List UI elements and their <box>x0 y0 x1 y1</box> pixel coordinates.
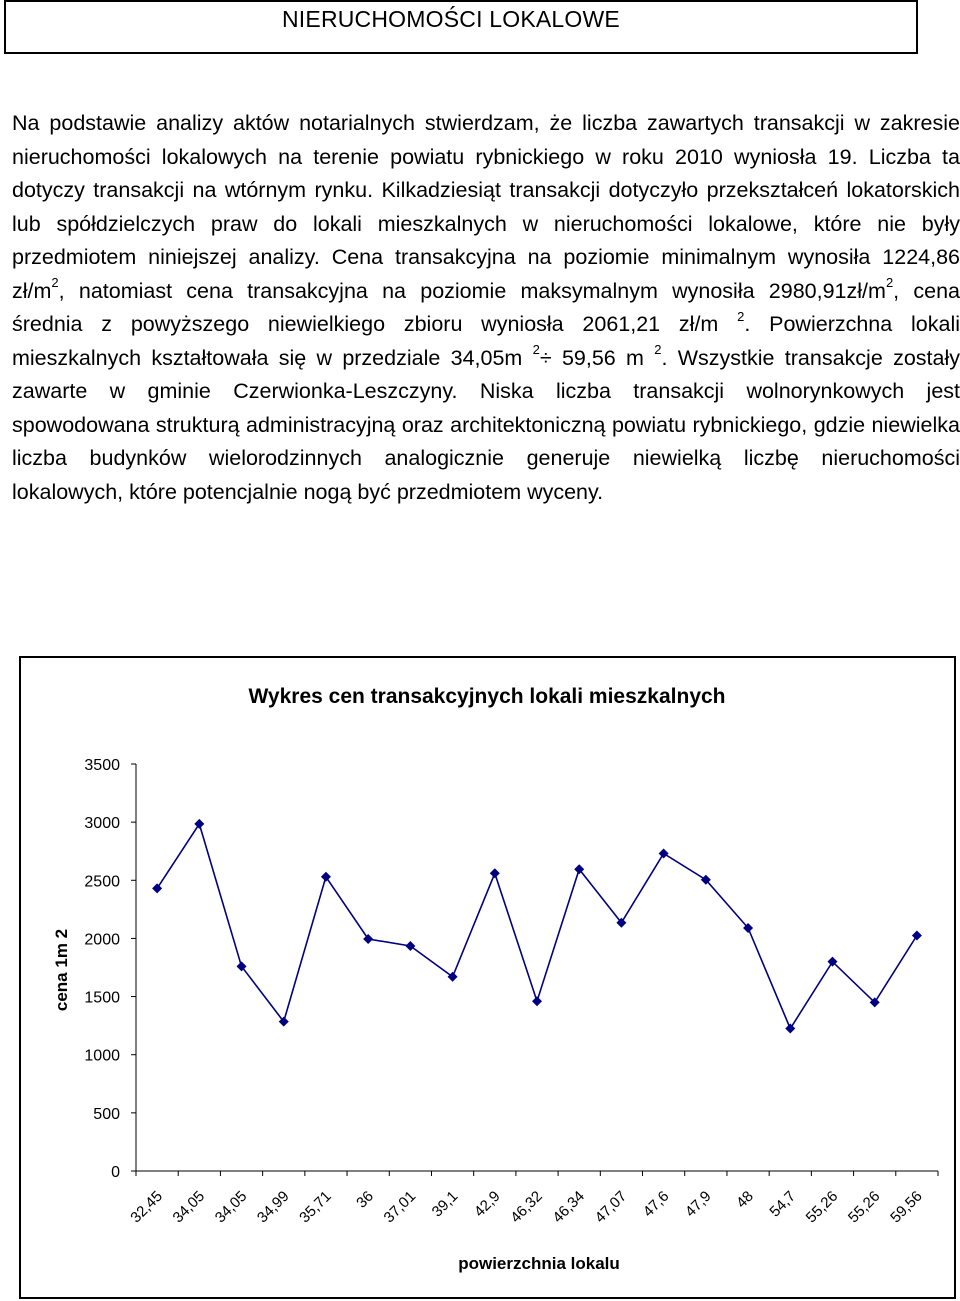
y-tick-label: 3000 <box>84 815 120 833</box>
x-tick-label: 59,56 <box>887 1187 926 1227</box>
page-title: NIERUCHOMOŚCI LOKALOWE <box>282 6 620 32</box>
x-tick-label: 34,99 <box>253 1187 293 1227</box>
x-tick-label: 47,9 <box>682 1187 715 1221</box>
chart-frame <box>19 656 956 1299</box>
y-ticks <box>84 757 136 1181</box>
data-point-marker <box>152 883 162 893</box>
paragraph-text-4: . Powierzchna lokali mieszkalnych kształtowała się w przedziale 34,05m <box>12 312 960 370</box>
paragraph-text-3: , cena średnia z powyższego niewielkiego zbioru wyniosła 2061,21 zł/m <box>12 278 960 336</box>
x-tick-label: 47,07 <box>591 1187 631 1227</box>
x-tick-label: 36 <box>353 1187 377 1212</box>
price-chart <box>21 658 958 1301</box>
data-point-marker <box>363 934 373 944</box>
x-tick-label: 39,1 <box>428 1187 462 1221</box>
y-tick-label: 1500 <box>84 989 120 1007</box>
x-tick-label: 42,9 <box>470 1187 504 1221</box>
y-tick-label: 2500 <box>84 873 120 891</box>
analysis-paragraph <box>12 107 960 509</box>
data-point-marker <box>194 819 204 829</box>
paragraph-text-2: , natomiast cena transakcyjna na poziomie maksymalnym wynosiła 2980,91zł/m <box>58 278 886 303</box>
x-tick-label: 54,7 <box>766 1187 800 1221</box>
y-tick-label: 0 <box>111 1164 120 1181</box>
x-tick-label: 55,26 <box>844 1187 884 1227</box>
data-point-marker <box>912 931 922 941</box>
y-tick-label: 3500 <box>84 757 120 774</box>
x-ticks <box>127 1171 938 1226</box>
x-tick-label: 37,01 <box>380 1187 420 1227</box>
y-tick-label: 1000 <box>84 1047 120 1065</box>
x-tick-label: 46,32 <box>507 1187 546 1227</box>
paragraph-text-1: Na podstawie analizy aktów notarialnych stwierdzam, że liczba zawartych transakcji w zakresie nieruchomości lokalowych na terenie powiatu rybnickiego w roku 2010 wyniosła 19. Liczba ta dotyczy transakcji na wtórnym rynku. Kilkadziesiąt transakcji dotyczyło przekształceń lokatorskich lub spółdzielczych praw do lokali mieszkalnych w nieruchomości lokalowe, które nie były przedmiotem niniejszej analizy. Cena transakcyjna na poziomie minimalnym wynosiła 1224,86 zł/m <box>12 111 960 303</box>
x-tick-label: 46,34 <box>549 1187 589 1227</box>
y-tick-label: 2000 <box>84 931 120 949</box>
x-axis-label: powierzchnia lokalu <box>458 1254 620 1273</box>
data-point-marker <box>532 996 542 1006</box>
data-point-marker <box>490 868 500 878</box>
x-tick-label: 47,6 <box>639 1187 673 1221</box>
series-group <box>152 819 922 1034</box>
superscript-2: 2 <box>532 342 540 358</box>
x-tick-label: 34,05 <box>169 1187 209 1227</box>
x-tick-label: 32,45 <box>127 1187 166 1227</box>
x-tick-label: 34,05 <box>211 1187 251 1227</box>
paragraph-text-6: . Wszystkie transakcje zostały zawarte w gminie Czerwionka-Leszczyny. Niska liczba transakcji wolnorynkowych jest spowodowana strukturą administracyjną oraz architektoniczną powiatu rybnickiego, gdzie niewielka liczba budynków wielorodzinnych analogicznie generuje niewielką liczbę nieruchomości lokalowych, które potencjalnie nogą być przedmiotem wyceny. <box>12 345 960 504</box>
paragraph-text-5: ÷ 59,56 m <box>539 345 644 370</box>
chart-title: Wykres cen transakcyjnych lokali mieszkalnych <box>248 685 726 708</box>
x-tick-label: 55,26 <box>802 1187 842 1227</box>
y-tick-label: 500 <box>93 1105 120 1123</box>
page-header-box <box>4 0 918 54</box>
superscript-2: 2 <box>51 275 59 291</box>
data-point-marker <box>321 872 331 882</box>
y-axis-label: cena 1m 2 <box>52 928 71 1012</box>
x-tick-label: 35,71 <box>296 1187 335 1227</box>
superscript-2: 2 <box>737 308 745 324</box>
data-point-marker <box>785 1024 795 1034</box>
superscript-2: 2 <box>885 275 894 291</box>
x-tick-label: 48 <box>733 1187 757 1212</box>
superscript-2: 2 <box>654 342 662 358</box>
data-point-marker <box>659 849 669 859</box>
